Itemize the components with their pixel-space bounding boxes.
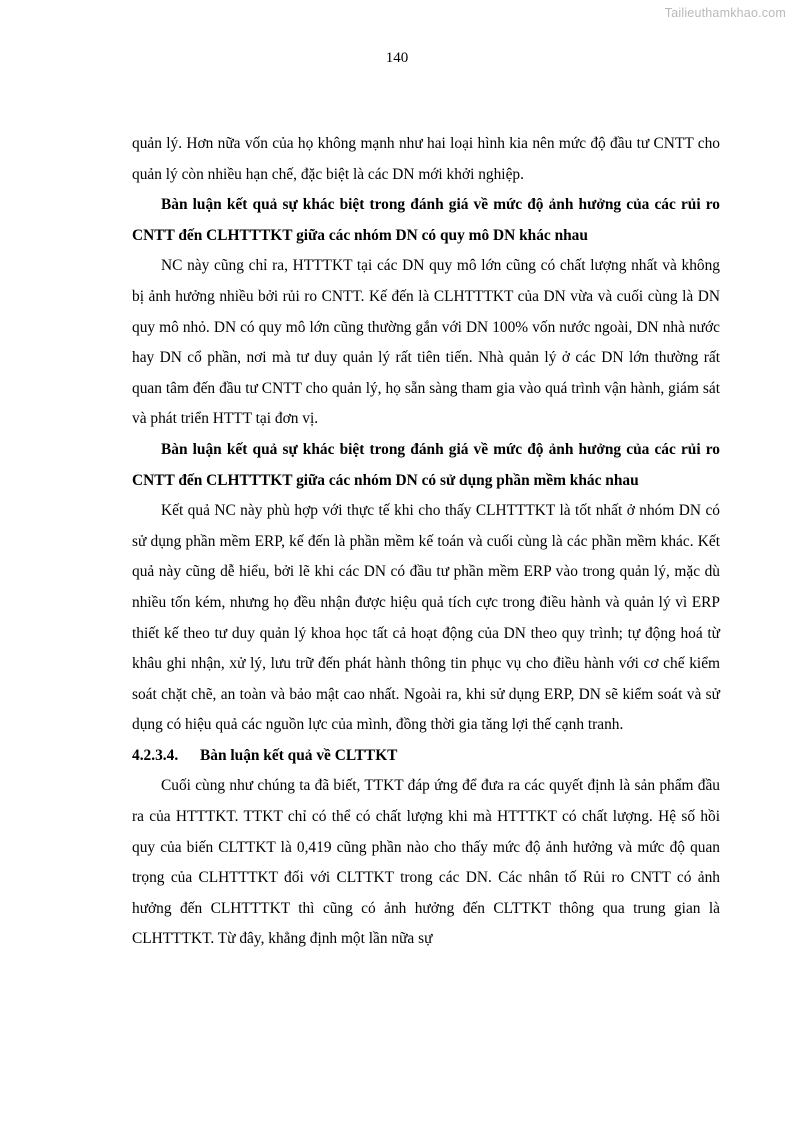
section-heading bbox=[132, 741, 720, 772]
paragraph-software: Kết quả NC này phù hợp với thực tế khi cho thấy CLHTTTKT là tốt nhất ở nhóm DN có sử dụng phần mềm ERP, kế đến là phần mềm kế toán và cuối cùng là các phần mềm khác. Kết quả này cũng dễ hiểu, bởi lẽ khi các DN có đầu tư phần mềm ERP vào trong quản lý, mặc dù nhiều tốn kém, nhưng họ đều nhận được hiệu quả tích cực trong điều hành và quản lý vì ERP thiết kế theo tư duy quản lý khoa học tất cả hoạt động của DN theo quy trình; tự động hoá từ khâu ghi nhận, xử lý, lưu trữ đến phát hành thông tin phục vụ cho điều hành với cơ chế kiểm soát chặt chẽ, an toàn và bảo mật cao nhất. Ngoài ra, khi sử dụng ERP, DN sẽ kiểm soát và sử dụng có hiệu quả các nguồn lực của mình, đồng thời gia tăng lợi thế cạnh tranh. bbox=[132, 502, 720, 734]
paragraph-continuation: quản lý. Hơn nữa vốn của họ không mạnh như hai loại hình kia nên mức độ đầu tư CNTT cho quản lý còn nhiều hạn chế, đặc biệt là các DN mới khởi nghiệp. bbox=[132, 135, 720, 183]
watermark: Tailieuthamkhao.com bbox=[664, 6, 786, 20]
subheading-software: Bàn luận kết quả sự khác biệt trong đánh giá về mức độ ảnh hưởng của các rủi ro CNTT đến CLHTTTKT giữa các nhóm DN có sử dụng phần mềm khác nhau bbox=[132, 440, 720, 489]
section-title: Bàn luận kết quả về CLTTKT bbox=[200, 746, 398, 764]
section-number: 4.2.3.4. bbox=[132, 746, 179, 764]
page-number: 140 bbox=[385, 50, 409, 66]
paragraph-company-size: NC này cũng chỉ ra, HTTTKT tại các DN quy mô lớn cũng có chất lượng nhất và không bị ảnh hưởng nhiều bởi rủi ro CNTT. Kế đến là CLHTTTKT của DN vừa và cuối cùng là DN quy mô nhỏ. DN có quy mô lớn cũng thường gắn với DN 100% vốn nước ngoài, DN nhà nước hay DN cổ phần, nơi mà tư duy quản lý rất tiên tiến. Nhà quản lý ở các DN lớn thường rất quan tâm đến đầu tư CNTT cho quản lý, họ sẵn sàng tham gia vào quá trình vận hành, giám sát và phát triển HTTT tại đơn vị. bbox=[132, 257, 720, 428]
document-body bbox=[132, 129, 720, 955]
subheading-company-size: Bàn luận kết quả sự khác biệt trong đánh giá về mức độ ảnh hưởng của các rủi ro CNTT đến CLHTTTKT giữa các nhóm DN có quy mô DN khác nhau bbox=[132, 196, 720, 244]
paragraph-cltt: Cuối cùng như chúng ta đã biết, TTKT đáp ứng để đưa ra các quyết định là sản phẩm đầu ra của HTTTKT. TTKT chỉ có thể có chất lượng khi mà HTTTKT có chất lượng. Hệ số hồi quy của biến CLTTKT là 0,419 cũng phần nào cho thấy mức độ ảnh hưởng và mức độ quan trọng của CLHTTTKT đối với CLTTKT trong các DN. Các nhân tố Rủi ro CNTT có ảnh hưởng đến CLHTTTKT thì cũng có ảnh hưởng đến CLTTKT thông qua trung gian là CLHTTTKT. Từ đây, khẳng định một lần nữa sự bbox=[132, 777, 720, 948]
